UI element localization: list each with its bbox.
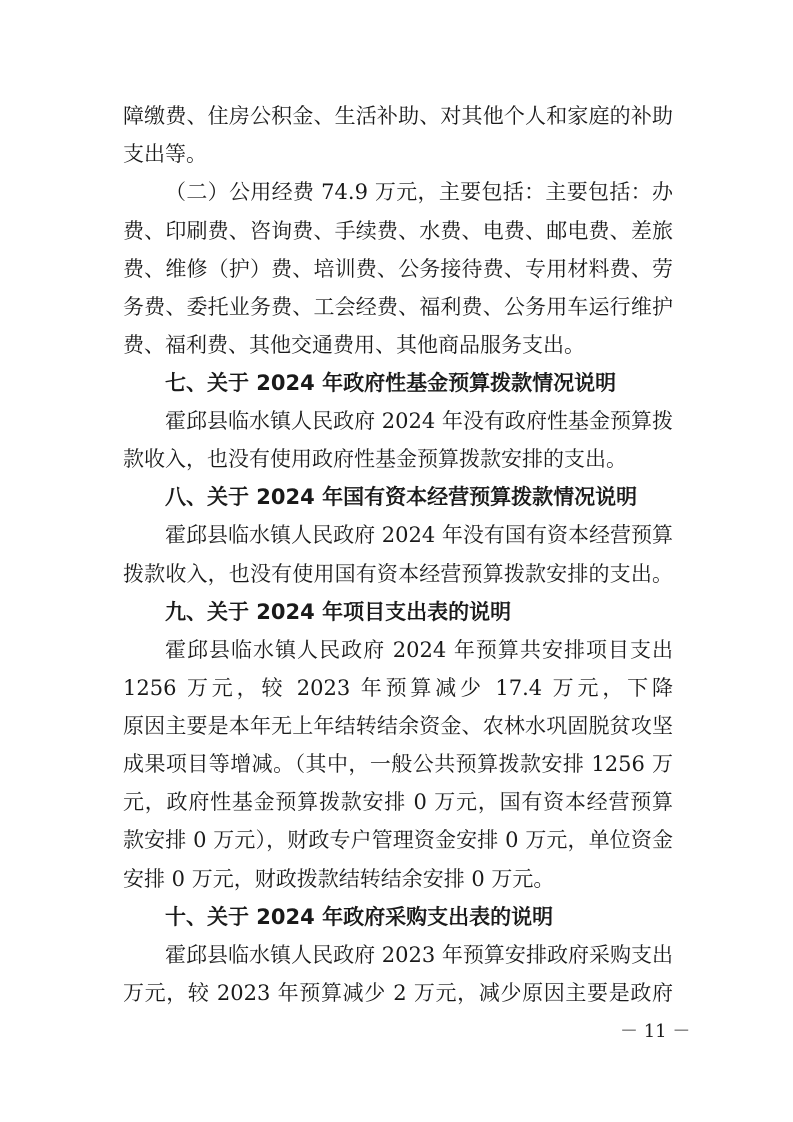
section-heading-8: 八、关于 2024 年国有资本经营预算拨款情况说明 xyxy=(165,485,638,509)
paragraph-line: 成果项目等增减。（其中，一般公共预算拨款安排 1256 万 xyxy=(123,752,673,776)
paragraph-line: （二）公用经费 74.9 万元，主要包括：主要包括：办 xyxy=(165,180,673,204)
paragraph-line: 安排 0 万元，财政拨款结转结余安排 0 万元。 xyxy=(123,867,555,891)
paragraph-line: 款收入，也没有使用政府性基金预算拨款安排的支出。 xyxy=(123,447,627,471)
paragraph-line: 支出等。 xyxy=(123,142,207,166)
section-heading-10: 十、关于 2024 年政府采购支出表的说明 xyxy=(165,905,554,929)
paragraph-line: 费、印刷费、咨询费、手续费、水费、电费、邮电费、差旅 xyxy=(123,219,673,243)
paragraph-line: 务费、委托业务费、工会经费、福利费、公务用车运行维护 xyxy=(123,295,673,319)
paragraph-line: 霍邱县临水镇人民政府 2024 年没有国有资本经营预算 xyxy=(165,523,673,547)
paragraph-line: 障缴费、住房公积金、生活补助、对其他个人和家庭的补助 xyxy=(123,104,673,128)
paragraph-line: 万元，较 2023 年预算减少 2 万元，减少原因主要是政府 xyxy=(123,981,673,1005)
paragraph-line: 款安排 0 万元），财政专户管理资金安排 0 万元，单位资金 xyxy=(123,828,673,852)
paragraph-line: 霍邱县临水镇人民政府 2024 年预算共安排项目支出 xyxy=(165,638,673,662)
paragraph-line: 拨款收入，也没有使用国有资本经营预算拨款安排的支出。 xyxy=(123,562,673,586)
paragraph-line: 霍邱县临水镇人民政府 2023 年预算安排政府采购支出 xyxy=(165,943,673,967)
paragraph-line: 元，政府性基金预算拨款安排 0 万元，国有资本经营预算 xyxy=(123,790,673,814)
paragraph-line: 霍邱县临水镇人民政府 2024 年没有政府性基金预算拨 xyxy=(165,409,673,433)
page-number: － 11 － xyxy=(620,1021,691,1042)
section-heading-9: 九、关于 2024 年项目支出表的说明 xyxy=(165,600,512,624)
paragraph-line: 费、福利费、其他交通费用、其他商品服务支出。 xyxy=(123,333,585,357)
section-heading-7: 七、关于 2024 年政府性基金预算拨款情况说明 xyxy=(165,371,617,395)
paragraph-line: 原因主要是本年无上年结转结余资金、农林水巩固脱贫攻坚 xyxy=(123,714,673,738)
paragraph-line: 费、维修（护）费、培训费、公务接待费、专用材料费、劳 xyxy=(123,257,673,281)
paragraph-line: 1256 万元，较 2023 年预算减少 17.4 万元，下降 xyxy=(123,676,673,700)
